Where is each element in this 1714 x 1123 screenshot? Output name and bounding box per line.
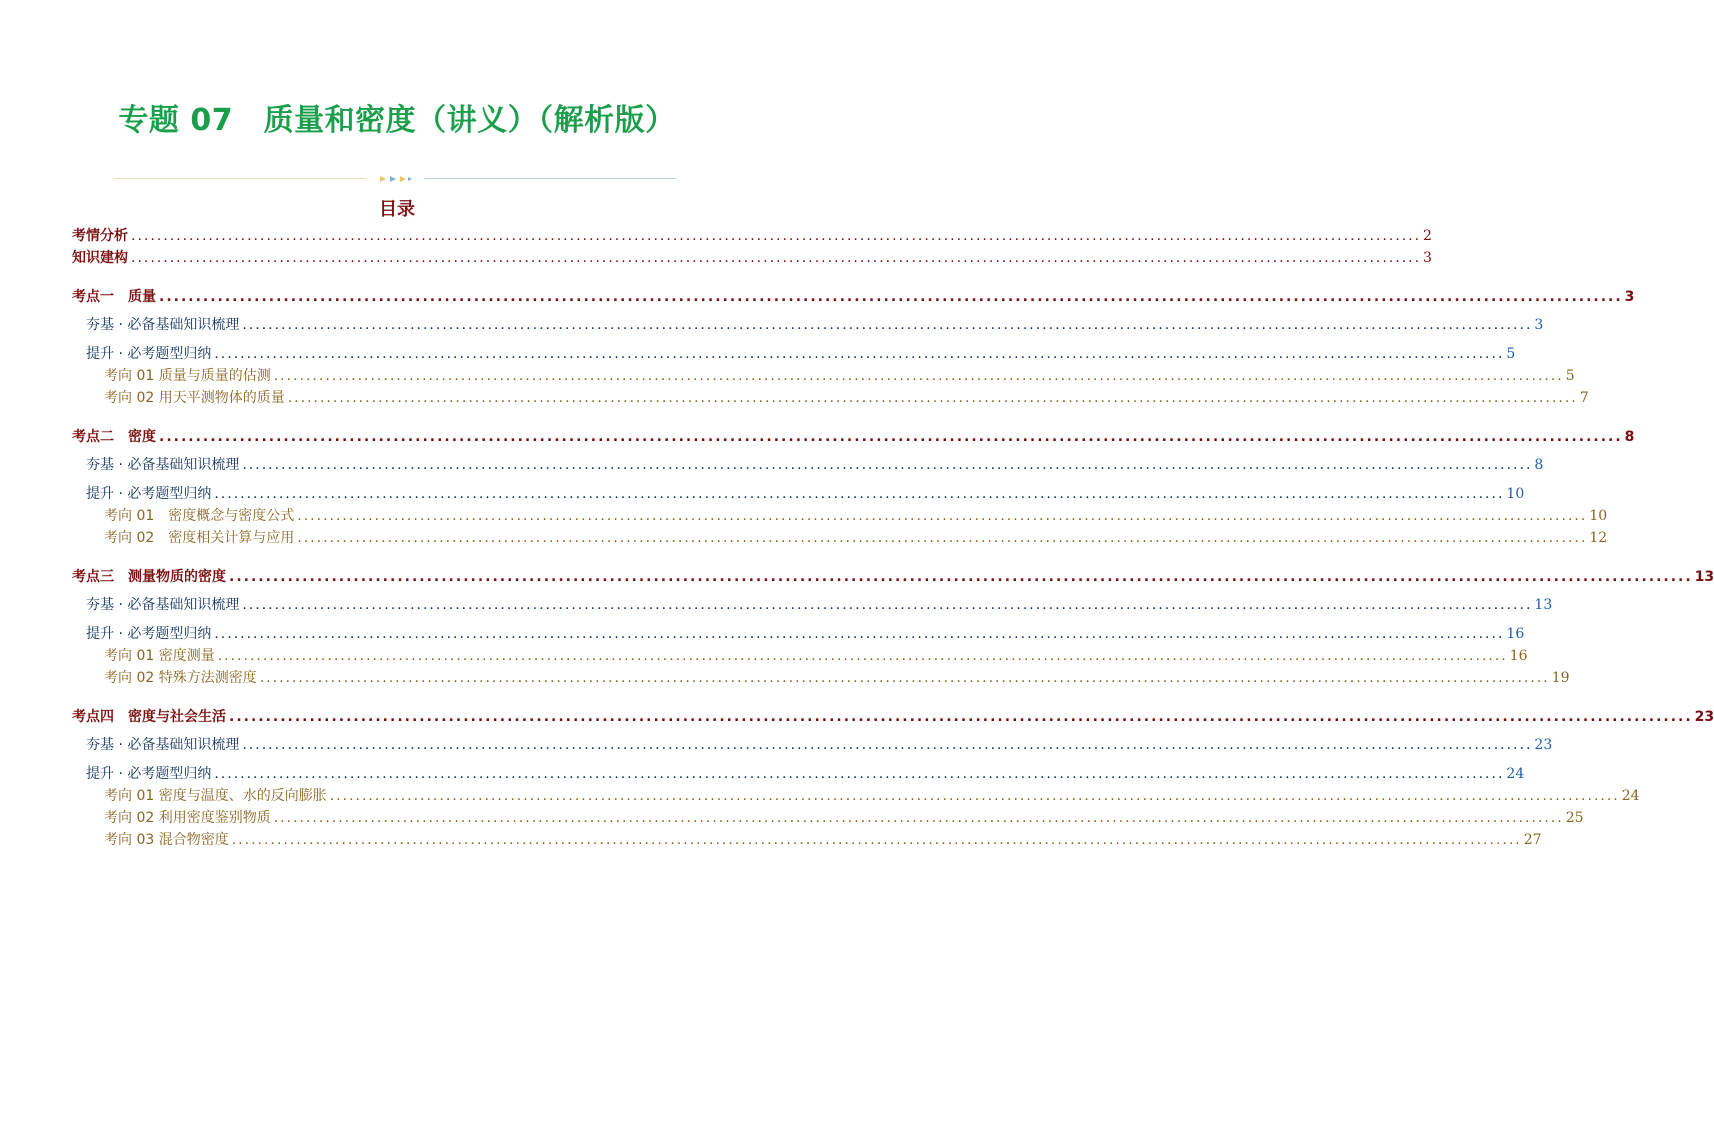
toc-entry-label: 考向 02 用天平测物体的质量 [104, 390, 285, 406]
toc-entry-label: 考点二 密度 [72, 429, 156, 445]
toc-entry-label: 知识建构 [72, 250, 128, 266]
toc-entry-label: 提升 · 必考题型归纳 [86, 346, 212, 362]
toc-entry[interactable] [104, 366, 1575, 386]
toc-entry-page: 16 [1506, 626, 1525, 642]
toc-entry-page: 24 [1506, 766, 1525, 782]
toc-entry-label: 考向 02 密度相关计算与应用 [104, 530, 295, 546]
toc-entry[interactable] [72, 707, 1714, 727]
toc-entry-label: 夯基 · 必备基础知识梳理 [86, 737, 240, 753]
toc-entry[interactable] [104, 808, 1584, 828]
toc-dot-leader: ........................................................................................................................................................................................................ [131, 250, 1422, 266]
toc-entry-label: 考点一 质量 [72, 289, 156, 305]
toc-entry[interactable] [86, 764, 1525, 784]
toc-entry-page: 19 [1551, 670, 1570, 686]
toc-entry-label: 提升 · 必考题型归纳 [86, 626, 212, 642]
toc-entry-page: 23 [1694, 709, 1714, 725]
toc-entry[interactable] [104, 388, 1589, 408]
toc-dot-leader: ........................................................................................................................................................................................................ [273, 810, 1564, 826]
toc-entry-page: 23 [1534, 737, 1553, 753]
toc-entry-label: 考点四 密度与社会生活 [72, 709, 226, 725]
toc-entry[interactable] [86, 315, 1544, 335]
toc-entry-page: 25 [1565, 810, 1584, 826]
toc-dot-leader: ........................................................................................................................................................................................................ [214, 766, 1505, 782]
toc-entry[interactable] [72, 287, 1635, 307]
toc-dot-leader: ........................................................................................................................................................................................................ [159, 289, 1623, 305]
toc-entry-label: 考向 03 混合物密度 [104, 832, 229, 848]
toc-entry[interactable] [86, 484, 1525, 504]
toc-dot-leader: ........................................................................................................................................................................................................ [214, 346, 1505, 362]
toc-entry[interactable] [104, 830, 1542, 850]
toc-entry-label: 夯基 · 必备基础知识梳理 [86, 317, 240, 333]
toc-entry-label: 考向 01 密度概念与密度公式 [104, 508, 295, 524]
toc-entry-page: 8 [1534, 457, 1544, 473]
toc-entry-page: 3 [1624, 289, 1635, 305]
toc-dot-leader: ........................................................................................................................................................................................................ [242, 317, 1533, 333]
document-title: 专题 07 质量和密度（讲义）（解析版） [118, 103, 676, 138]
toc-dot-leader: ........................................................................................................................................................................................................ [297, 530, 1588, 546]
toc-dot-leader: ........................................................................................................................................................................................................ [231, 832, 1522, 848]
toc-entry-label: 夯基 · 必备基础知识梳理 [86, 457, 240, 473]
toc-dot-leader: ........................................................................................................................................................................................................ [297, 508, 1588, 524]
toc-entry-label: 考向 01 密度与温度、水的反向膨胀 [104, 788, 327, 804]
toc-entry-page: 7 [1579, 390, 1589, 406]
toc-dot-leader: ........................................................................................................................................................................................................ [217, 648, 1508, 664]
toc-entry[interactable] [72, 427, 1635, 447]
toc-entry-page: 27 [1523, 832, 1542, 848]
toc-entry[interactable] [72, 567, 1714, 587]
toc-dot-leader: ........................................................................................................................................................................................................ [329, 788, 1620, 804]
toc-entry[interactable] [72, 248, 1432, 268]
toc-entry-page: 3 [1534, 317, 1544, 333]
toc-entry[interactable] [86, 344, 1516, 364]
toc-dot-leader: ........................................................................................................................................................................................................ [259, 670, 1550, 686]
toc-dot-leader: ........................................................................................................................................................................................................ [214, 626, 1505, 642]
toc-entry-page: 10 [1589, 508, 1608, 524]
toc-entry[interactable] [104, 668, 1570, 688]
toc-entry-page: 13 [1694, 569, 1714, 585]
toc-entry[interactable] [86, 455, 1544, 475]
toc-entry-page: 5 [1565, 368, 1575, 384]
toc-entry-label: 考情分析 [72, 228, 128, 244]
toc-entry[interactable] [86, 595, 1553, 615]
toc-dot-leader: ........................................................................................................................................................................................................ [242, 457, 1533, 473]
toc-entry-label: 夯基 · 必备基础知识梳理 [86, 597, 240, 613]
toc-entry-page: 10 [1506, 486, 1525, 502]
toc-dot-leader: ........................................................................................................................................................................................................ [214, 486, 1505, 502]
toc-entry[interactable] [104, 506, 1608, 526]
toc-dot-leader: ........................................................................................................................................................................................................ [229, 569, 1693, 585]
toc-entry-page: 13 [1534, 597, 1553, 613]
toc-dot-leader: ........................................................................................................................................................................................................ [287, 390, 1578, 406]
toc-entry-page: 12 [1589, 530, 1608, 546]
toc-dot-leader: ........................................................................................................................................................................................................ [273, 368, 1564, 384]
toc-entry[interactable] [86, 624, 1525, 644]
toc-entry-label: 考向 01 质量与质量的估测 [104, 368, 271, 384]
toc-dot-leader: ........................................................................................................................................................................................................ [229, 709, 1693, 725]
toc-entry[interactable] [86, 735, 1553, 755]
toc-entry[interactable] [72, 226, 1432, 246]
toc-entry-label: 考向 02 利用密度鉴别物质 [104, 810, 271, 826]
toc-entry-label: 考向 01 密度测量 [104, 648, 215, 664]
toc-entry-label: 考点三 测量物质的密度 [72, 569, 226, 585]
toc-heading: 目录 [379, 199, 415, 220]
toc-entry-page: 24 [1621, 788, 1640, 804]
toc-entry-page: 5 [1506, 346, 1516, 362]
toc-entry-page: 8 [1624, 429, 1635, 445]
toc-entry[interactable] [104, 528, 1608, 548]
toc-entry-page: 2 [1423, 228, 1432, 244]
toc-entry-page: 3 [1423, 250, 1432, 266]
toc-entry-page: 16 [1509, 648, 1528, 664]
toc-entry-label: 考向 02 特殊方法测密度 [104, 670, 257, 686]
toc-entry[interactable] [104, 646, 1528, 666]
toc-entry-label: 提升 · 必考题型归纳 [86, 766, 212, 782]
toc-dot-leader: ........................................................................................................................................................................................................ [131, 228, 1422, 244]
toc-entry[interactable] [104, 786, 1640, 806]
toc-dot-leader: ........................................................................................................................................................................................................ [242, 737, 1533, 753]
toc-dot-leader: ........................................................................................................................................................................................................ [159, 429, 1623, 445]
toc-dot-leader: ........................................................................................................................................................................................................ [242, 597, 1533, 613]
toc-entry-label: 提升 · 必考题型归纳 [86, 486, 212, 502]
